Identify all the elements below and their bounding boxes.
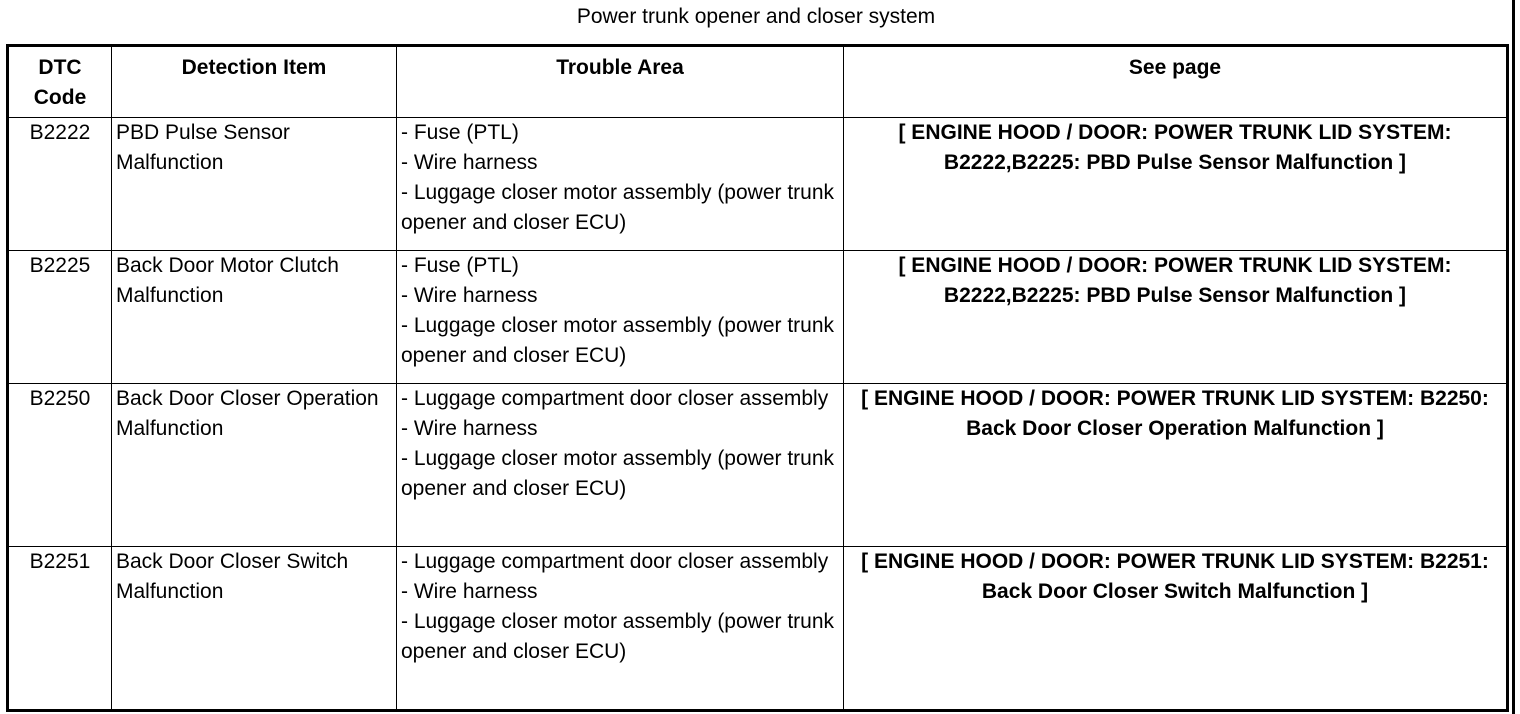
header-trouble-area: Trouble Area (397, 46, 844, 118)
trouble-area-line: - Wire harness (401, 151, 538, 174)
trouble-area-line: - Wire harness (401, 284, 538, 307)
header-see-page: See page (844, 46, 1508, 118)
dtc-code-cell: B2250 (8, 384, 112, 547)
detection-item-cell: Back Door Motor Clutch Malfunction (112, 251, 397, 384)
see-page-link[interactable]: [ ENGINE HOOD / DOOR: POWER TRUNK LID SYSTEM: B2222,B2225: PBD Pulse Sensor Malfunction ] (844, 118, 1508, 251)
dtc-code-cell: B2222 (8, 118, 112, 251)
trouble-area-line: - Wire harness (401, 580, 538, 603)
trouble-area-line: - Fuse (PTL) (401, 121, 519, 144)
table-row (8, 251, 1508, 384)
see-page-link[interactable]: [ ENGINE HOOD / DOOR: POWER TRUNK LID SYSTEM: B2222,B2225: PBD Pulse Sensor Malfunction ] (844, 251, 1508, 384)
table-row (8, 384, 1508, 547)
see-page-link[interactable]: [ ENGINE HOOD / DOOR: POWER TRUNK LID SYSTEM: B2250: Back Door Closer Operation Malfunction ] (844, 384, 1508, 547)
detection-item-cell: Back Door Closer Operation Malfunction (112, 384, 397, 547)
detection-item-cell: Back Door Closer Switch Malfunction (112, 547, 397, 711)
see-page-link[interactable]: [ ENGINE HOOD / DOOR: POWER TRUNK LID SYSTEM: B2251: Back Door Closer Switch Malfunction ] (844, 547, 1508, 711)
trouble-area-cell (397, 547, 844, 711)
table-row (8, 547, 1508, 711)
header-detection-item: Detection Item (112, 46, 397, 118)
header-dtc-code: DTC Code (8, 46, 112, 118)
dtc-code-cell: B2251 (8, 547, 112, 711)
trouble-area-line: - Luggage compartment door closer assembly (401, 550, 829, 573)
trouble-area-line: - Fuse (PTL) (401, 254, 519, 277)
trouble-area-line: - Luggage closer motor assembly (power trunk opener and closer ECU) (401, 610, 835, 663)
trouble-area-cell (397, 384, 844, 547)
detection-item-cell: PBD Pulse Sensor Malfunction (112, 118, 397, 251)
trouble-area-line: - Luggage compartment door closer assembly (401, 387, 829, 410)
trouble-area-line: - Luggage closer motor assembly (power trunk opener and closer ECU) (401, 447, 835, 500)
trouble-area-line: - Luggage closer motor assembly (power trunk opener and closer ECU) (401, 181, 835, 234)
page-edge-rule (1512, 0, 1515, 714)
trouble-area-cell (397, 251, 844, 384)
table-header-row (8, 46, 1508, 118)
dtc-table (6, 44, 1509, 712)
trouble-area-cell (397, 118, 844, 251)
trouble-area-line: - Luggage closer motor assembly (power trunk opener and closer ECU) (401, 314, 835, 367)
table-row (8, 118, 1508, 251)
dtc-code-cell: B2225 (8, 251, 112, 384)
table-caption: Power trunk opener and closer system (576, 5, 936, 28)
trouble-area-line: - Wire harness (401, 417, 538, 440)
